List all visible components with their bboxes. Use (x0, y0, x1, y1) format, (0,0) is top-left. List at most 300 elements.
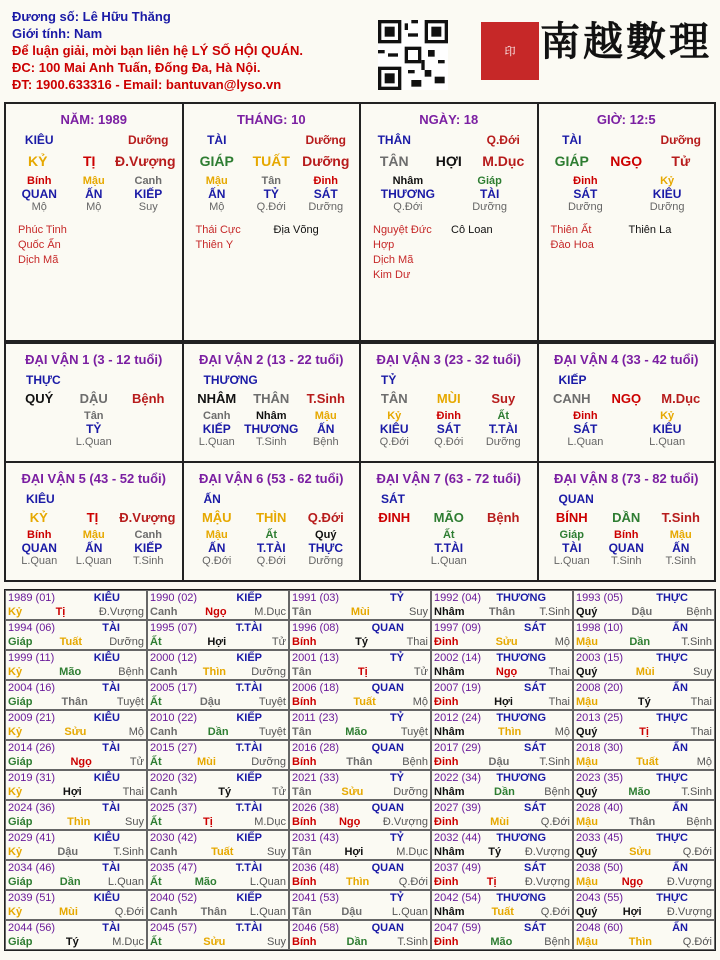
year-stage: T.Sinh (681, 786, 712, 798)
year-cell[interactable] (147, 740, 289, 770)
dai-van-stem-row-0: NHÂM (197, 391, 237, 406)
pillar-hidden-stages-1: Dưỡng (472, 201, 507, 213)
year-cell[interactable] (431, 770, 573, 800)
year-cell[interactable] (573, 920, 715, 950)
year-cell[interactable] (431, 650, 573, 680)
year-cell[interactable] (573, 590, 715, 620)
year-label: 2022 (34) (434, 772, 482, 784)
star-item: Quốc Ấn (18, 239, 61, 251)
year-cell[interactable] (147, 800, 289, 830)
pillar-god-row-1 (422, 133, 477, 147)
year-branch: Thân (61, 696, 88, 708)
dai-van-stem-row-2: Đ.Vượng (119, 510, 176, 525)
year-line1 (150, 621, 286, 635)
year-god: SÁT (524, 862, 546, 874)
stars-a (551, 223, 629, 253)
dai-van-hidden-1: Mậu (82, 529, 105, 541)
year-stem: Đinh (434, 636, 459, 648)
pillar-title: NĂM: 1989 (60, 112, 127, 127)
year-cell[interactable] (289, 620, 431, 650)
pillar-god-row-2: Q.Đới (486, 133, 520, 147)
year-cell[interactable] (147, 620, 289, 650)
year-line2 (434, 845, 570, 859)
year-cell[interactable] (5, 800, 147, 830)
brand-logo: 南越數理 (540, 18, 712, 65)
year-label: 2026 (38) (292, 802, 340, 814)
pillar-hidden-stages-1: Dưỡng (649, 201, 685, 213)
year-cell[interactable] (5, 890, 147, 920)
year-stem: Tân (292, 606, 312, 618)
year-label: 2007 (19) (434, 682, 482, 694)
year-branch: Thìn (202, 666, 226, 678)
star-item: Dịch Mã (18, 254, 59, 266)
year-stem: Ất (150, 756, 162, 768)
year-stage: Q.Đới (682, 846, 712, 858)
pillar-stem-row (367, 153, 531, 169)
year-line1 (292, 771, 428, 785)
year-label: 1996 (08) (292, 622, 340, 634)
dai-van-stem-row (190, 510, 354, 525)
year-cell[interactable] (573, 830, 715, 860)
year-label: 2000 (12) (150, 652, 198, 664)
year-god: THỰC (656, 652, 688, 664)
star-item: Thiên La (628, 224, 672, 236)
pillar-hidden-stages-1: Mộ (86, 201, 102, 213)
year-line1 (150, 831, 286, 845)
year-cell[interactable] (431, 620, 573, 650)
pillar-hidden-stages (545, 201, 709, 213)
year-cell[interactable] (573, 650, 715, 680)
year-branch: Dần (207, 726, 229, 738)
year-line1 (434, 711, 570, 725)
year-stem: Nhâm (434, 846, 465, 858)
year-label: 2004 (16) (8, 682, 56, 694)
year-line2 (292, 605, 428, 619)
year-stem: Canh (150, 726, 178, 738)
year-stem: Đinh (434, 876, 459, 888)
year-cell[interactable] (5, 770, 147, 800)
dai-van-stem-row-0: ĐINH (378, 510, 411, 525)
gender (12, 25, 303, 42)
year-line2 (8, 785, 144, 799)
dai-van-cell[interactable] (5, 462, 183, 581)
year-branch: Dần (494, 786, 515, 798)
year-line1 (576, 651, 712, 665)
year-line2 (434, 665, 570, 679)
year-god: TÀI (102, 742, 120, 754)
year-stage: M.Dục (396, 846, 428, 858)
dai-van-cell[interactable] (183, 343, 361, 462)
dai-van-stem-row-2: M.Dục (661, 391, 701, 406)
year-branch: Mùi (58, 906, 78, 918)
dai-van-stem-row-0: TÂN (380, 391, 408, 406)
year-branch: Sửu (64, 726, 87, 738)
year-branch: Sửu (629, 846, 652, 858)
dai-van-hidden (367, 529, 531, 541)
pillar-god-row (545, 133, 709, 147)
pillar-stem-row-2: M.Dục (482, 153, 525, 169)
year-cell[interactable] (573, 710, 715, 740)
year-cell[interactable] (5, 740, 147, 770)
year-branch: Thân (200, 906, 227, 918)
star-item: Kim Dư (373, 269, 411, 281)
year-god: THỰC (656, 892, 688, 904)
dai-van-hidden-0: Giáp (559, 529, 584, 541)
year-cell[interactable] (289, 650, 431, 680)
pillar-hidden-gods-2: SÁT (313, 187, 338, 201)
year-cell[interactable] (289, 590, 431, 620)
year-stage: T.Sinh (397, 936, 428, 948)
year-line1 (150, 861, 286, 875)
pillar-hidden-stages-1: Q.Đới (256, 201, 286, 213)
year-god: QUAN (371, 622, 404, 634)
year-stage: Thai (122, 786, 144, 798)
pillars-grid (4, 102, 716, 342)
pillar-god-row-0: KIÊU (24, 133, 54, 147)
gender-label: Giới tính: (12, 26, 71, 41)
year-cell[interactable] (573, 860, 715, 890)
year-stage: Đ.Vượng (524, 846, 570, 858)
year-label: 2023 (35) (576, 772, 624, 784)
year-stage: Q.Đới (540, 816, 570, 828)
dai-van-stem-row-2: Suy (491, 391, 516, 406)
year-label: 2002 (14) (434, 652, 482, 664)
year-stem: Mậu (576, 816, 598, 828)
star-item: Đào Hoa (550, 239, 594, 251)
year-stem: Ất (150, 816, 162, 828)
year-label: 1991 (03) (292, 592, 340, 604)
year-stem: Tân (292, 906, 312, 918)
year-god: TỶ (389, 892, 404, 904)
dai-van-hidden (190, 529, 354, 541)
year-stem: Kỷ (8, 786, 23, 798)
year-branch: Ngọ (621, 876, 644, 888)
year-god: T.TÀI (235, 922, 262, 934)
year-label: 2043 (55) (576, 892, 624, 904)
year-cell[interactable] (5, 710, 147, 740)
pillar-hidden-gods-0: THƯƠNG (380, 187, 435, 201)
year-stage: Dưỡng (251, 756, 286, 768)
gender-value: Nam (73, 26, 103, 41)
year-cell[interactable] (289, 740, 431, 770)
year-line2 (576, 665, 712, 679)
pillar-cell (360, 103, 538, 341)
year-label: 1989 (01) (8, 592, 56, 604)
year-god: SÁT (524, 802, 546, 814)
year-cell[interactable] (5, 680, 147, 710)
year-stage: T.Sinh (539, 606, 570, 618)
year-stage: Dưỡng (109, 636, 144, 648)
qr-code-icon[interactable] (378, 20, 448, 90)
year-god: TÀI (102, 682, 120, 694)
year-stem: Quý (576, 726, 598, 738)
year-stage: Tuyệt (258, 696, 286, 708)
pillar-title: THÁNG: 10 (236, 112, 306, 127)
dai-van-cell[interactable] (360, 462, 538, 581)
year-stem: Đinh (434, 756, 459, 768)
year-stage: L.Quan (249, 876, 286, 888)
dai-van-hidden-stages-0: L.Quan (75, 436, 112, 448)
dai-van-hidden-gods-1: SÁT (436, 422, 461, 436)
dai-van-hidden-gods-0: TÀI (562, 541, 582, 555)
year-cell[interactable] (147, 710, 289, 740)
year-line1 (8, 681, 144, 695)
year-label: 2001 (13) (292, 652, 340, 664)
year-line2 (292, 755, 428, 769)
year-cell[interactable] (431, 710, 573, 740)
year-branch: Mùi (490, 816, 510, 828)
pillar-god-row-1 (599, 133, 654, 147)
dai-van-hidden-stages-2: Dưỡng (308, 555, 344, 567)
year-stage: Đ.Vượng (382, 816, 428, 828)
dai-van-hidden-1: Ất (265, 529, 278, 541)
year-stage: Mộ (696, 756, 712, 768)
year-cell[interactable] (573, 620, 715, 650)
year-cell[interactable] (5, 650, 147, 680)
dai-van-hidden-gods-1: QUAN (608, 541, 644, 555)
year-cell[interactable] (573, 890, 715, 920)
year-stem: Canh (150, 606, 178, 618)
dai-van-hidden-1: Kỷ (660, 410, 675, 422)
year-god: KIẾP (236, 592, 262, 604)
dai-van-hidden-gods-1: THƯƠNG (244, 422, 299, 436)
year-line2 (434, 635, 570, 649)
year-label: 2016 (28) (292, 742, 340, 754)
dai-van-cell[interactable] (5, 343, 183, 462)
year-line1 (292, 891, 428, 905)
year-branch: Thìn (346, 876, 370, 888)
year-god: THƯƠNG (496, 652, 546, 664)
year-line2 (8, 815, 144, 829)
year-stem: Ất (150, 876, 162, 888)
year-god: KIÊU (93, 712, 120, 724)
dai-van-hidden-gods-0: KIẾP (202, 422, 231, 436)
year-stage: Đ.Vượng (524, 876, 570, 888)
dai-van-god: KIẾP (558, 373, 587, 387)
pillar-hidden-row-0: Bính (27, 175, 52, 187)
year-branch: Tý (637, 696, 651, 708)
year-god: TÀI (102, 922, 120, 934)
dai-van-cell[interactable] (183, 462, 361, 581)
year-label: 2036 (48) (292, 862, 340, 874)
year-cell[interactable] (289, 770, 431, 800)
seal-text: 印 (504, 44, 516, 58)
year-cell[interactable] (289, 860, 431, 890)
year-stem: Tân (292, 666, 312, 678)
year-line1 (150, 651, 286, 665)
year-stage: Tử (271, 636, 286, 648)
year-cell[interactable] (431, 830, 573, 860)
year-cell[interactable] (147, 920, 289, 950)
year-label: 2032 (44) (434, 832, 482, 844)
year-branch: Mão (194, 876, 217, 888)
pillar-god-row-2: Dưỡng (305, 133, 347, 147)
year-cell[interactable] (289, 710, 431, 740)
year-god: THỰC (656, 772, 688, 784)
dai-van-hidden-stages-0: L.Quan (553, 555, 590, 567)
year-cell[interactable] (431, 680, 573, 710)
year-label: 2034 (46) (8, 862, 56, 874)
year-line1 (576, 741, 712, 755)
dai-van-hidden-gods-2: ẤN (317, 422, 335, 436)
dai-van-cell[interactable] (538, 343, 716, 462)
year-branch: Sửu (203, 936, 226, 948)
year-stem: Nhâm (434, 726, 465, 738)
year-label: 2028 (40) (576, 802, 624, 814)
year-line2 (576, 605, 712, 619)
year-label: 2033 (45) (576, 832, 624, 844)
year-cell[interactable] (573, 740, 715, 770)
year-branch: Tuất (59, 636, 83, 648)
year-label: 2038 (50) (576, 862, 624, 874)
year-stage: Bệnh (544, 786, 570, 798)
year-branch: Mão (59, 666, 82, 678)
year-stem: Bính (292, 756, 317, 768)
year-cell[interactable] (431, 860, 573, 890)
pillar-hidden-gods-0: ẤN (208, 187, 226, 201)
year-cell[interactable] (289, 920, 431, 950)
year-label: 2009 (21) (8, 712, 56, 724)
year-stem: Giáp (8, 756, 33, 768)
year-branch: Dậu (341, 906, 363, 918)
red-seal-stamp (481, 22, 539, 80)
year-cell[interactable] (5, 590, 147, 620)
year-god: TÀI (102, 802, 120, 814)
year-line1 (8, 741, 144, 755)
dai-van-hidden-gods (367, 422, 531, 436)
year-cell[interactable] (431, 590, 573, 620)
year-stage: Suy (267, 936, 286, 948)
year-line1 (434, 891, 570, 905)
year-cell[interactable] (289, 830, 431, 860)
dai-van-hidden-stages-0: L.Quan (198, 436, 235, 448)
year-cell[interactable] (431, 740, 573, 770)
pillar-god-row-1 (67, 133, 122, 147)
year-stem: Kỷ (8, 726, 23, 738)
year-cell[interactable] (289, 680, 431, 710)
dai-van-god: ẤN (203, 492, 221, 506)
year-stage: Mộ (412, 696, 428, 708)
year-god: KIẾP (236, 652, 262, 664)
year-cell[interactable] (573, 770, 715, 800)
year-line1 (576, 771, 712, 785)
pillar-hidden-gods-0: SÁT (573, 187, 598, 201)
year-cell[interactable] (5, 860, 147, 890)
dai-van-hidden-stages-2: T.Sinh (665, 555, 697, 567)
year-line2 (150, 785, 286, 799)
year-god: TÀI (102, 862, 120, 874)
dai-van-hidden-1: Đinh (436, 410, 461, 422)
year-line1 (8, 771, 144, 785)
dai-van-title: ĐẠI VẬN 3 (23 - 32 tuổi) (376, 352, 521, 367)
year-branch: Ngọ (338, 816, 361, 828)
pillar-hidden-row-1: Mậu (82, 175, 105, 187)
dai-van-hidden-gods-0: ẤN (208, 541, 226, 555)
year-branch: Thìn (498, 726, 522, 738)
dai-van-hidden-stages-2: Dưỡng (485, 436, 521, 448)
dai-van-hidden-0: Mậu (205, 529, 228, 541)
dai-van-hidden-2: Mậu (669, 529, 692, 541)
dai-van-god: TỶ (381, 373, 397, 387)
year-stage: Thai (548, 666, 570, 678)
year-line1 (292, 681, 428, 695)
pillar-hidden-gods-1: TỶ (263, 187, 279, 201)
year-cell[interactable] (431, 920, 573, 950)
year-line2 (434, 935, 570, 949)
pillar-stem-row (190, 153, 354, 169)
dai-van-stem-row-1: DẬU (79, 391, 108, 406)
year-line2 (576, 875, 712, 889)
year-stage: Đ.Vượng (666, 876, 712, 888)
year-line2 (292, 665, 428, 679)
year-cell[interactable] (289, 800, 431, 830)
year-cell[interactable] (147, 890, 289, 920)
year-cell[interactable] (147, 860, 289, 890)
dai-van-hidden-gods (545, 422, 709, 436)
dai-van-hidden-stages (12, 436, 176, 448)
dai-van-hidden-gods (12, 422, 176, 436)
year-cell[interactable] (573, 800, 715, 830)
year-stem: Mậu (576, 756, 598, 768)
year-stage: T.Sinh (681, 636, 712, 648)
year-stage: M.Dục (254, 606, 286, 618)
year-line1 (434, 861, 570, 875)
year-branch: Dần (59, 876, 81, 888)
star-item: Thiên Y (195, 239, 234, 251)
year-cell[interactable] (431, 890, 573, 920)
dai-van-hidden-2: Ất (497, 410, 510, 422)
dai-van-cell[interactable] (360, 343, 538, 462)
year-cell[interactable] (5, 620, 147, 650)
pillar-hidden-stages-2: Dưỡng (308, 201, 344, 213)
pillar-hidden-stages-0: Mộ (31, 201, 47, 213)
year-stage: Suy (409, 606, 428, 618)
year-branch: Thìn (67, 816, 91, 828)
year-cell[interactable] (147, 830, 289, 860)
pillar-hidden-row-1: Kỷ (660, 175, 675, 187)
year-cell[interactable] (147, 650, 289, 680)
year-line2 (434, 785, 570, 799)
pillar-hidden-stages-0: Q.Đới (393, 201, 423, 213)
year-line1 (8, 801, 144, 815)
year-cell[interactable] (431, 800, 573, 830)
year-stem: Ất (150, 696, 162, 708)
year-stage: Q.Đới (398, 876, 428, 888)
year-cell[interactable] (5, 920, 147, 950)
dai-van-stem-row (190, 391, 354, 406)
year-branch: Mão (490, 936, 513, 948)
year-branch: Sửu (341, 786, 364, 798)
year-cell[interactable] (289, 890, 431, 920)
pillar-hidden-row (12, 175, 176, 187)
year-cell[interactable] (573, 680, 715, 710)
year-branch: Thân (346, 756, 373, 768)
year-cell[interactable] (147, 770, 289, 800)
year-cell[interactable] (147, 590, 289, 620)
year-stage: T.Sinh (539, 756, 570, 768)
year-stem: Giáp (8, 696, 33, 708)
year-cell[interactable] (5, 830, 147, 860)
year-stage: Bệnh (686, 816, 712, 828)
dai-van-cell[interactable] (538, 462, 716, 581)
year-branch: Ngọ (495, 666, 518, 678)
year-label: 2047 (59) (434, 922, 482, 934)
year-cell[interactable] (147, 680, 289, 710)
year-label: 1992 (04) (434, 592, 482, 604)
dai-van-stem-row (12, 391, 176, 406)
pillar-stem-row-0: KỶ (28, 153, 48, 169)
dai-van-stem-row-0: CANH (552, 391, 591, 406)
